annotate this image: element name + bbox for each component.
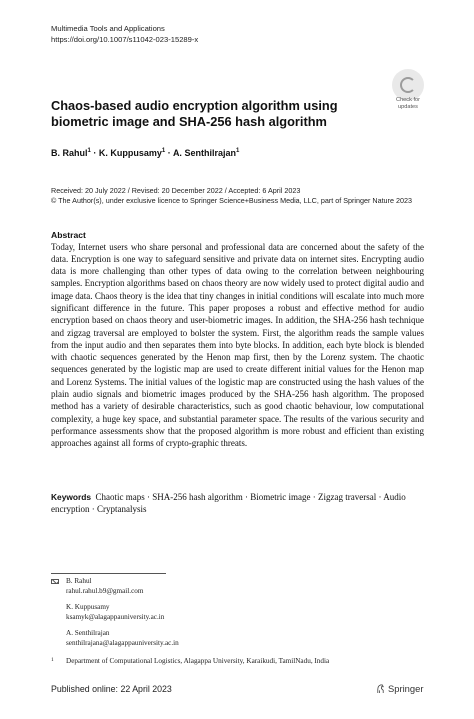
affiliation-footnote [51, 657, 329, 667]
paper-title: Chaos-based audio encryption algorithm using biometric image and SHA-256 hash algorithm [51, 98, 338, 129]
affiliation-mark: 1 [235, 148, 240, 154]
contact-name: A. Senthilrajan [66, 629, 110, 638]
affiliation-mark: 1 [161, 148, 166, 154]
contact-entry [51, 629, 179, 648]
contact-name: K. Kuppusamy [66, 603, 110, 612]
publisher-name: Springer [388, 683, 424, 694]
check-for-updates-label: Check for updates [396, 97, 420, 110]
doi-link[interactable]: https://doi.org/10.1007/s11042-023-15289-x [51, 35, 199, 44]
author-list [51, 148, 239, 158]
contact-entry [51, 577, 179, 596]
abstract-text: Today, Internet users who share personal and professional data are concerned about the safety of the data. Encryption is one way to safeguard sensitive and private data on internet sites. Encrypting audio data is more challenging than other types of data owing to the correlation between neighbouring samples. Encryption algorithms based on chaos theory are now widely used to protect digital audio and image data. Chaos theory is the idea that tiny changes in initial conditions will escalate into much more significant difference in the future. This paper proposes a robust and effective method for audio encryption based on chaos theory and user-biometric images. In addition, the SHA-256 hash technique and zigzag traversal are employed to bolster the system. First, the algorithm reads the sample values from the input audio and then separates them into byte blocks. In addition, each byte block is blended with chaotic sequences generated by the Henon map first, then by the Lorenz system. The chaotic sequences generated by the logistic map are used to create different initial values for the Henon map and Lorenz Systems. The initial values of the logistic map are constructed using the hash values of the plain audio signals and biometric images produced by the SHA-256 hash algorithm. The proposed method has a variety of desirable characteristics, such as good chaotic behaviour, low computational complexity, a huge key space, and substantial parameter space. The results of the various security and performance assessments show that the proposed algorithm is more robust and efficient than existing approaches against all forms of crypto-graphic threats. [51, 241, 424, 449]
author-name[interactable]: B. Rahul [51, 148, 88, 158]
refresh-icon [400, 77, 416, 93]
author-name[interactable]: K. Kuppusamy [98, 148, 162, 158]
contact-email[interactable]: ksamyk@alagappauniversity.ac.in [66, 612, 165, 621]
published-online: Published online: 22 April 2023 [51, 684, 172, 694]
abstract-heading: Abstract [51, 230, 86, 240]
contact-email[interactable]: rahul.rahul.b9@gmail.com [66, 586, 144, 595]
contact-email[interactable]: senthilrajana@alagappauniversity.ac.in [66, 638, 179, 647]
copyright-line: © The Author(s), under exclusive licence to Springer Science+Business Media, LLC, part of Springer Nature 2023 [51, 196, 412, 206]
affiliation-footnote-mark: 1 [51, 657, 54, 663]
affiliation-text: Department of Computational Logistics, Alagappa University, Karaikudi, TamilNadu, India [66, 657, 330, 665]
journal-name: Multimedia Tools and Applications [51, 24, 165, 33]
affiliation-mark: 1 [87, 148, 91, 154]
dates-line: Received: 20 July 2022 / Revised: 20 December 2022 / Accepted: 6 April 2023 [51, 186, 301, 195]
footnote-rule [51, 573, 166, 574]
mail-icon [51, 579, 59, 585]
author-name[interactable]: A. Senthilrajan [172, 148, 236, 158]
publication-history [51, 186, 412, 207]
keywords [51, 491, 424, 516]
keywords-text: Chaotic maps · SHA-256 hash algorithm · Biometric image · Zigzag traversal · Audio encryption · Cryptanalysis [51, 492, 406, 515]
contact-name: B. Rahul [66, 577, 92, 585]
springer-horse-icon [376, 684, 385, 694]
contact-entry [51, 603, 179, 622]
publisher-logo [376, 683, 423, 694]
author-separator: · [93, 148, 97, 158]
keywords-label: Keywords [51, 492, 92, 502]
author-separator: · [167, 148, 171, 158]
journal-header [51, 23, 198, 45]
corresponding-authors [51, 577, 179, 649]
